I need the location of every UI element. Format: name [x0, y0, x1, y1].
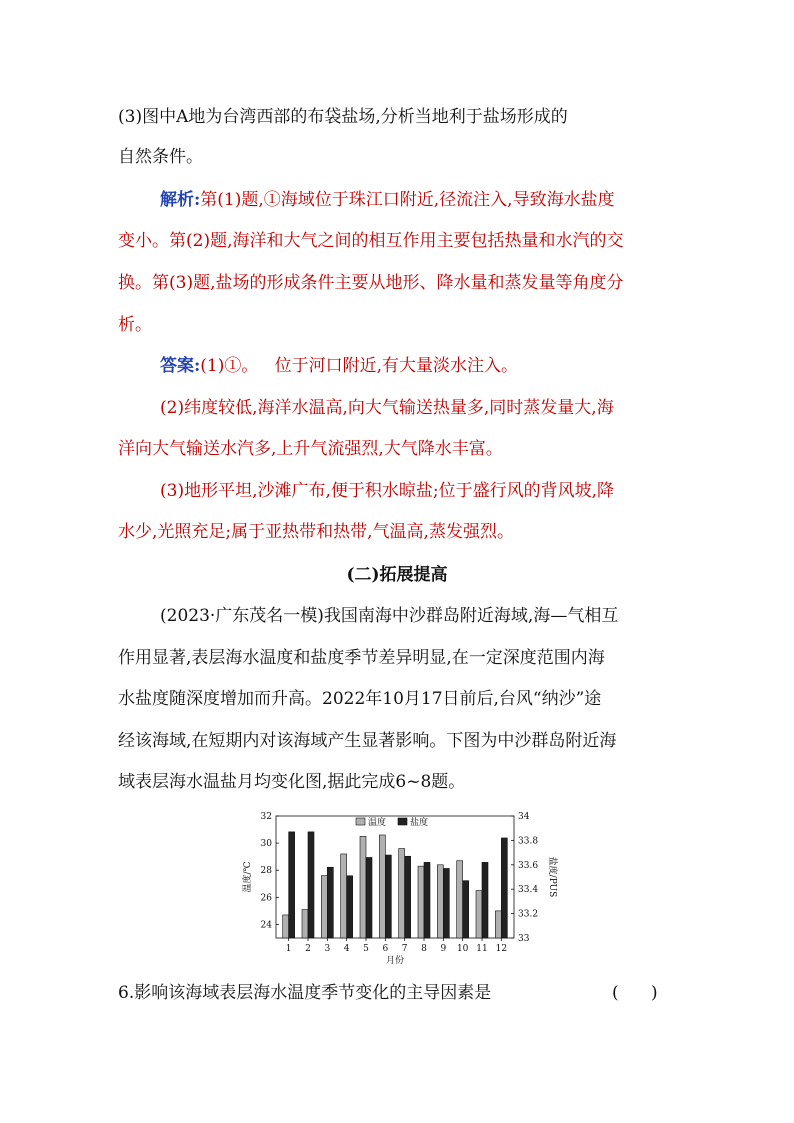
legend-salinity-swatch: [398, 818, 407, 825]
legend-salinity-label: 盐度: [410, 818, 429, 828]
salinity-bar: [501, 838, 507, 938]
analysis-text-1: 第(1)题,①海域位于珠江口附近,径流注入,导致海水盐度: [200, 190, 615, 210]
x-tick-label: 9: [440, 944, 447, 954]
right-tick-label: 33: [518, 934, 530, 944]
x-tick-label: 6: [382, 944, 389, 954]
temperature-bar: [341, 854, 347, 938]
right-tick-label: 33.6: [518, 860, 539, 871]
left-tick-label: 28: [260, 866, 272, 877]
temperature-salinity-chart: [238, 808, 558, 966]
analysis-line-2: 变小。第(2)题,海洋和大气之间的相互作用主要包括热量和水汽的交: [118, 231, 624, 251]
left-tick-label: 24: [260, 920, 272, 931]
left-tick-label: 30: [260, 839, 272, 850]
x-tick-label: 1: [285, 944, 292, 954]
salinity-bar: [463, 881, 469, 938]
x-tick-label: 2: [305, 944, 311, 954]
left-axis-label: 温度/℃: [243, 861, 253, 893]
question-6: 6.影响该海域表层海水温度季节变化的主导因素是: [118, 983, 492, 1003]
left-tick-label: 26: [260, 893, 272, 904]
x-tick-label: 12: [495, 944, 508, 954]
x-tick-label: 5: [363, 944, 369, 954]
right-axis-label: 盐度/PUS: [547, 856, 557, 898]
answer-2-line-1: (2)纬度较低,海洋水温高,向大气输送热量多,同时蒸发量大,海: [160, 398, 614, 418]
salinity-bar: [308, 832, 314, 938]
section-title: (二)拓展提高: [346, 565, 448, 585]
temperature-bar: [360, 836, 366, 938]
intro-line-5: 域表层海水温盐月均变化图,据此完成6~8题。: [118, 772, 466, 792]
salinity-bar: [289, 832, 295, 938]
x-tick-label: 7: [401, 944, 408, 954]
answer-1: (1)①。 位于河口附近,有大量淡水注入。: [200, 356, 518, 376]
analysis-label: 解析:: [160, 190, 201, 210]
temperature-bar: [418, 866, 424, 938]
x-tick-label: 10: [456, 944, 469, 954]
temperature-bar: [302, 910, 308, 938]
x-axis-label: 月份: [385, 956, 405, 966]
q3-line-2: 自然条件。: [118, 147, 203, 167]
intro-line-2: 作用显著,表层海水温度和盐度季节差异明显,在一定深度范围内海: [118, 648, 605, 668]
salinity-bar: [347, 876, 353, 938]
temperature-bar: [283, 915, 289, 938]
q3-line-1: (3)图中A地为台湾西部的布袋盐场,分析当地利于盐场形成的: [118, 107, 568, 127]
salinity-bar: [385, 855, 391, 938]
salinity-bar: [327, 867, 333, 938]
analysis-line-3: 换。第(3)题,盐场的形成条件主要从地形、降水量和蒸发量等角度分: [118, 273, 624, 293]
legend-temperature-label: 温度: [368, 818, 387, 828]
answer-label: 答案:: [160, 356, 201, 376]
intro-line-4: 经该海域,在短期内对该海域产生显著影响。下图为中沙群岛附近海: [118, 731, 617, 751]
temperature-bar: [495, 911, 501, 938]
legend-temperature-swatch: [356, 818, 365, 825]
x-tick-label: 11: [476, 944, 488, 954]
temperature-bar: [399, 849, 405, 938]
salinity-bar: [424, 862, 430, 938]
answer-line-1: [160, 355, 518, 377]
x-tick-label: 3: [324, 944, 331, 954]
x-tick-label: 4: [343, 944, 350, 954]
analysis-line-4: 析。: [118, 315, 152, 335]
salinity-bar: [366, 857, 372, 938]
right-tick-label: 33.4: [518, 885, 539, 896]
analysis-line-1: [160, 189, 615, 211]
answer-3-line-2: 水少,光照充足;属于亚热带和热带,气温高,蒸发强烈。: [118, 522, 514, 542]
intro-line-3: 水盐度随深度增加而升高。2022年10月17日前后,台风“纳沙”途: [118, 689, 602, 709]
temperature-bar: [476, 891, 482, 938]
x-tick-label: 8: [421, 944, 427, 954]
salinity-bar: [405, 856, 411, 938]
temperature-bar: [379, 835, 385, 938]
answer-bracket: ( ): [612, 983, 658, 1003]
salinity-bar: [443, 868, 449, 938]
right-tick-label: 33.2: [518, 909, 539, 920]
salinity-bar: [482, 862, 488, 938]
left-tick-label: 32: [260, 812, 272, 822]
temperature-bar: [321, 876, 327, 938]
answer-2-line-2: 洋向大气输送水汽多,上升气流强烈,大气降水丰富。: [118, 439, 503, 459]
right-tick-label: 34: [518, 812, 530, 822]
answer-3-line-1: (3)地形平坦,沙滩广布,便于积水晾盐;位于盛行风的背风坡,降: [160, 481, 615, 501]
temperature-bar: [457, 861, 463, 938]
temperature-bar: [437, 865, 443, 938]
intro-line-1: (2023·广东茂名一模)我国南海中沙群岛附近海域,海—气相互: [160, 606, 619, 626]
right-tick-label: 33.8: [518, 836, 539, 847]
